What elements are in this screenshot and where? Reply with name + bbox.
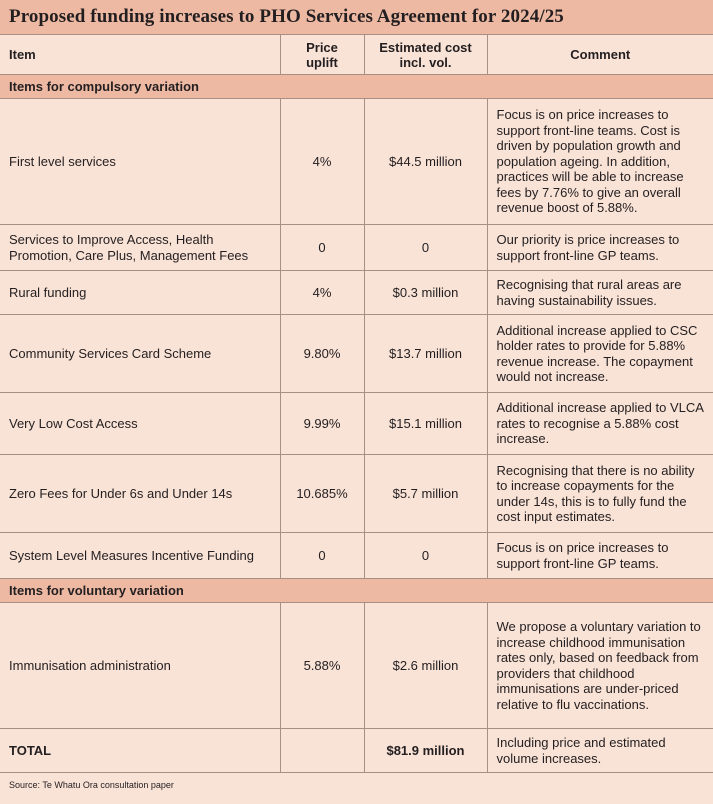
row-comment: Recognising that rural areas are having sustainability issues. bbox=[487, 271, 713, 315]
row-price: 10.685% bbox=[280, 455, 364, 533]
row-cost: 0 bbox=[364, 225, 487, 271]
row-comment: We propose a voluntary variation to increase childhood immunisation rates only, based on feedback from providers that childhood immunisations are under-priced relative to flu vaccinations. bbox=[487, 603, 713, 729]
row-cost: $5.7 million bbox=[364, 455, 487, 533]
row-item: First level services bbox=[0, 99, 280, 225]
table-row bbox=[0, 225, 713, 271]
row-cost: $2.6 million bbox=[364, 603, 487, 729]
row-price: 4% bbox=[280, 271, 364, 315]
row-comment: Recognising that there is no ability to increase copayments for the under 14s, this is to fully fund the cost input estimates. bbox=[487, 455, 713, 533]
section-label: Items for compulsory variation bbox=[0, 75, 713, 99]
header-item: Item bbox=[0, 35, 280, 75]
total-row bbox=[0, 729, 713, 773]
row-cost: $13.7 million bbox=[364, 315, 487, 393]
source-note: Source: Te Whatu Ora consultation paper bbox=[9, 780, 174, 790]
row-item: Services to Improve Access, Health Promotion, Care Plus, Management Fees bbox=[0, 225, 280, 271]
table-row bbox=[0, 603, 713, 729]
row-comment: Focus is on price increases to support front-line GP teams. bbox=[487, 533, 713, 579]
header-comment: Comment bbox=[487, 35, 713, 75]
row-price: 0 bbox=[280, 225, 364, 271]
row-comment: Our priority is price increases to support front-line GP teams. bbox=[487, 225, 713, 271]
section-voluntary bbox=[0, 579, 713, 603]
row-cost: $15.1 million bbox=[364, 393, 487, 455]
total-cost: $81.9 million bbox=[364, 729, 487, 773]
row-cost: $0.3 million bbox=[364, 271, 487, 315]
row-price: 5.88% bbox=[280, 603, 364, 729]
row-item: Community Services Card Scheme bbox=[0, 315, 280, 393]
row-item: Very Low Cost Access bbox=[0, 393, 280, 455]
title-bar bbox=[0, 0, 713, 35]
row-item: Immunisation administration bbox=[0, 603, 280, 729]
section-label: Items for voluntary variation bbox=[0, 579, 713, 603]
header-row bbox=[0, 35, 713, 75]
table-row bbox=[0, 455, 713, 533]
header-cost: Estimated cost incl. vol. bbox=[364, 35, 487, 75]
row-comment: Additional increase applied to VLCA rates to recognise a 5.88% cost increase. bbox=[487, 393, 713, 455]
table-row bbox=[0, 271, 713, 315]
row-price: 9.99% bbox=[280, 393, 364, 455]
row-item: Zero Fees for Under 6s and Under 14s bbox=[0, 455, 280, 533]
header-price: Price uplift bbox=[280, 35, 364, 75]
table-row bbox=[0, 315, 713, 393]
section-compulsory bbox=[0, 75, 713, 99]
row-price: 9.80% bbox=[280, 315, 364, 393]
row-item: Rural funding bbox=[0, 271, 280, 315]
row-item: System Level Measures Incentive Funding bbox=[0, 533, 280, 579]
total-label: TOTAL bbox=[0, 729, 280, 773]
funding-table bbox=[0, 35, 713, 773]
row-comment: Focus is on price increases to support front-line teams. Cost is driven by population growth and population ageing. In addition, practices will be able to increase fees by 7.76% to give an overall revenue boost of 5.88%. bbox=[487, 99, 713, 225]
row-cost: $44.5 million bbox=[364, 99, 487, 225]
table-title: Proposed funding increases to PHO Services Agreement for 2024/25 bbox=[9, 6, 564, 27]
table-row bbox=[0, 393, 713, 455]
row-comment: Additional increase applied to CSC holder rates to provide for 5.88% revenue increase. The copayment would not increase. bbox=[487, 315, 713, 393]
row-price: 0 bbox=[280, 533, 364, 579]
table-row bbox=[0, 533, 713, 579]
table-row bbox=[0, 99, 713, 225]
row-cost: 0 bbox=[364, 533, 487, 579]
row-price: 4% bbox=[280, 99, 364, 225]
total-price bbox=[280, 729, 364, 773]
total-comment: Including price and estimated volume increases. bbox=[487, 729, 713, 773]
